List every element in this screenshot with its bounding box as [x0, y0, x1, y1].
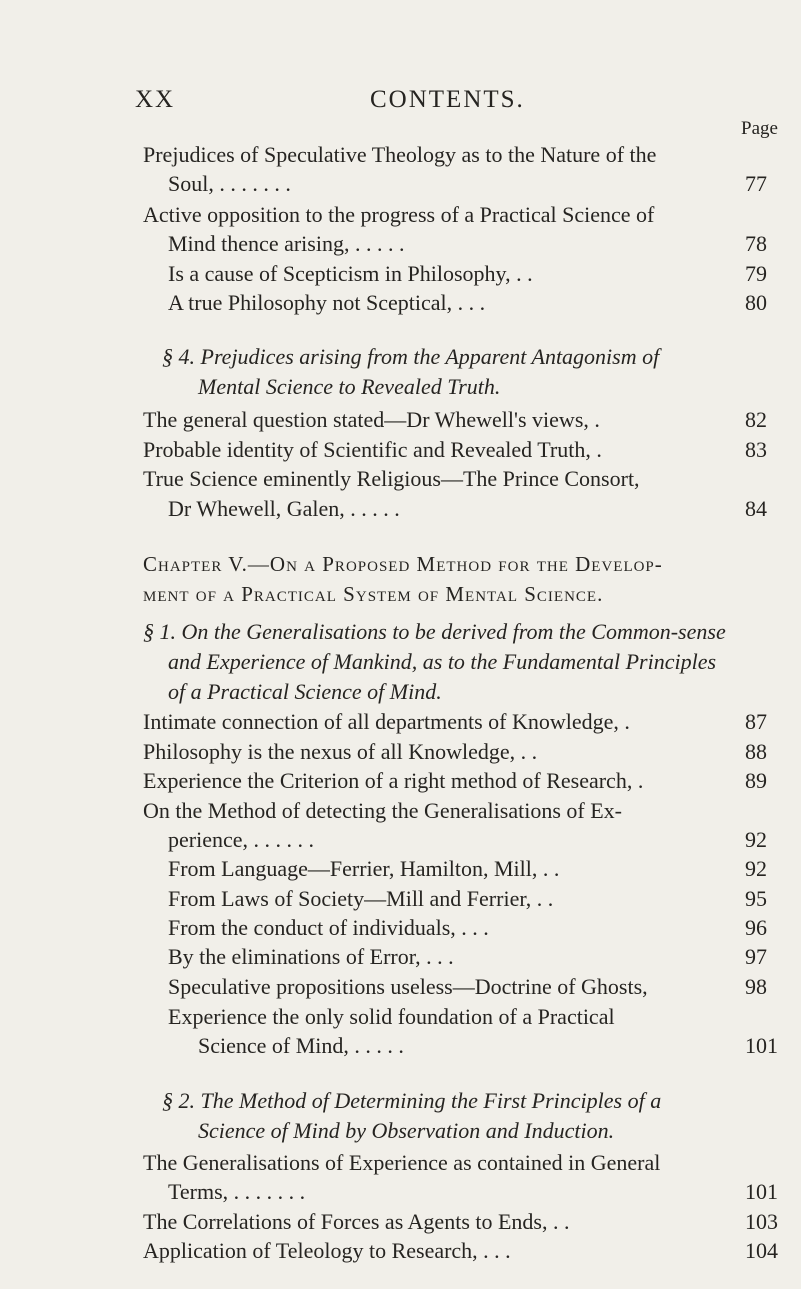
contents-entry: The general question stated—Dr Whewell's views, . — [143, 407, 600, 432]
section-heading: § 2. The Method of Determining the First Principles of a — [162, 1088, 662, 1113]
contents-entry: Speculative propositions useless—Doctrine of Ghosts, — [168, 974, 648, 999]
entry-page-number: 104 — [745, 1238, 778, 1263]
running-title: CONTENTS. — [370, 86, 525, 113]
contents-entry: From Laws of Society—Mill and Ferrier, . . — [168, 886, 554, 911]
contents-entry: The Generalisations of Experience as contained in General — [143, 1150, 661, 1175]
contents-entry: Philosophy is the nexus of all Knowledge, . . — [143, 739, 538, 764]
entry-page-number: 88 — [745, 739, 767, 764]
entry-page-number: 83 — [745, 437, 767, 462]
entry-page-number: 84 — [745, 496, 767, 521]
contents-entry: Application of Teleology to Research, . . . — [143, 1238, 511, 1263]
section-heading: Mental Science to Revealed Truth. — [198, 374, 501, 399]
contents-entry: Soul, . . . . . . . — [168, 171, 291, 196]
entry-page-number: 101 — [745, 1033, 778, 1058]
contents-entry: Probable identity of Scientific and Revealed Truth, . — [143, 437, 602, 462]
entry-page-number: 87 — [745, 709, 767, 734]
page-numeral: XX — [135, 86, 176, 113]
chapter-heading: ment of a Practical System of Mental Science. — [143, 582, 604, 606]
entry-page-number: 89 — [745, 768, 767, 793]
entry-page-number: 92 — [745, 856, 767, 881]
contents-entry: Active opposition to the progress of a Practical Science of — [143, 202, 655, 227]
entry-page-number: 78 — [745, 231, 767, 256]
contents-entry: perience, . . . . . . — [168, 827, 314, 852]
contents-entry: From the conduct of individuals, . . . — [168, 915, 489, 940]
contents-entry: On the Method of detecting the Generalisations of Ex- — [143, 798, 622, 823]
contents-entry: The Correlations of Forces as Agents to Ends, . . — [143, 1209, 570, 1234]
contents-entry: A true Philosophy not Sceptical, . . . — [168, 290, 486, 315]
entry-page-number: 92 — [745, 827, 767, 852]
entry-page-number: 96 — [745, 915, 767, 940]
contents-entry: Dr Whewell, Galen, . . . . . — [168, 496, 400, 521]
contents-entry: Intimate connection of all departments of Knowledge, . — [143, 709, 630, 734]
entry-page-number: 97 — [745, 944, 767, 969]
contents-entry: From Language—Ferrier, Hamilton, Mill, . . — [168, 856, 560, 881]
entry-page-number: 80 — [745, 290, 767, 315]
entry-page-number: 101 — [745, 1179, 778, 1204]
entry-page-number: 95 — [745, 886, 767, 911]
entry-page-number: 98 — [745, 974, 767, 999]
page-column-label: Page — [741, 118, 778, 139]
entry-page-number: 82 — [745, 407, 767, 432]
contents-entry: By the eliminations of Error, . . . — [168, 944, 454, 969]
section-heading: of a Practical Science of Mind. — [168, 679, 442, 704]
contents-entry: Terms, . . . . . . . — [168, 1179, 306, 1204]
contents-entry: Mind thence arising, . . . . . — [168, 231, 405, 256]
entry-page-number: 103 — [745, 1209, 778, 1234]
section-heading: and Experience of Mankind, as to the Fundamental Principles — [168, 649, 717, 674]
contents-entry: Is a cause of Scepticism in Philosophy, . . — [168, 261, 533, 286]
section-heading: § 4. Prejudices arising from the Apparent Antagonism of — [162, 344, 660, 369]
contents-entry: True Science eminently Religious—The Prince Consort, — [143, 466, 640, 491]
section-heading: Science of Mind by Observation and Induction. — [198, 1118, 615, 1143]
contents-entry: Prejudices of Speculative Theology as to the Nature of the — [143, 142, 657, 167]
entry-page-number: 77 — [745, 171, 767, 196]
chapter-heading: Chapter V.—On a Proposed Method for the Develop- — [143, 552, 663, 576]
contents-entry: Experience the Criterion of a right method of Research, . — [143, 768, 644, 793]
section-heading: § 1. On the Generalisations to be derived from the Common-sense — [143, 619, 726, 644]
contents-entry: Science of Mind, . . . . . — [198, 1033, 404, 1058]
contents-entry: Experience the only solid foundation of a Practical — [168, 1004, 615, 1029]
entry-page-number: 79 — [745, 261, 767, 286]
